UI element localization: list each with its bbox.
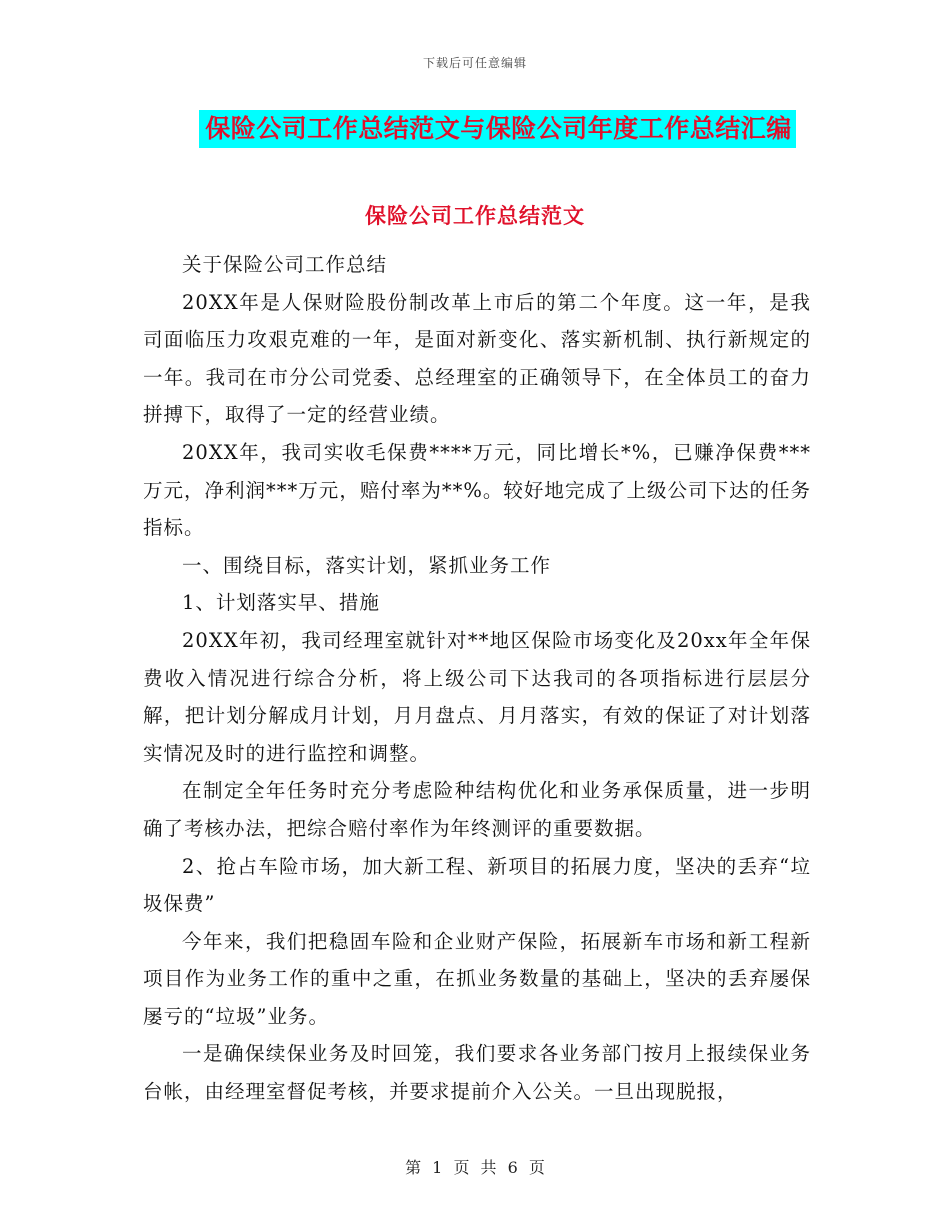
paragraph: 20XX年初，我司经理室就针对**地区保险市场变化及20xx年全年保费收入情况进行综合分析，将上级公司下达我司的各项指标进行层层分解，把计划分解成月计划，月月盘点、月月落实，有效的保证了对计划落实情况及时的进行监控和调整。 [143, 628, 811, 765]
paragraph: 一、围绕目标，落实计划，紧抓业务工作 [182, 553, 552, 577]
paragraph: 20XX年，我司实收毛保费****万元，同比增长*%，已赚净保费***万元，净利润***万元，赔付率为**%。较好地完成了上级公司下达的任务指标。 [143, 440, 811, 540]
paragraph: 在制定全年任务时充分考虑险种结构优化和业务承保质量，进一步明确了考核办法，把综合赔付率作为年终测评的重要数据。 [143, 779, 811, 840]
paragraph: 今年来，我们把稳固车险和企业财产保险，拓展新车市场和新工程新项目作为业务工作的重中之重，在抓业务数量的基础上，坚决的丢弃屡保屡亏的“垃圾”业务。 [143, 929, 811, 1028]
paragraph: 20XX年是人保财险股份制改革上市后的第二个年度。这一年，是我司面临压力攻艰克难的一年，是面对新变化、落实新机制、执行新规定的一年。我司在市分公司党委、总经理室的正确领导下，在全体员工的奋力拼搏下，取得了一定的经营业绩。 [143, 290, 811, 427]
paragraph: 关于保险公司工作总结 [182, 253, 388, 276]
paragraph: 一是确保续保业务及时回笼，我们要求各业务部门按月上报续保业务台帐，由经理室督促考核，并要求提前介入公关。一旦出现脱报， [143, 1042, 811, 1104]
document-title: 保险公司工作总结范文与保险公司年度工作总结汇编 [199, 110, 796, 148]
document-title-container [0, 110, 950, 148]
document-body [143, 246, 811, 1111]
paragraph: 2、抢占车险市场，加大新工程、新项目的拓展力度，坚决的丢弃“垃圾保费” [143, 854, 811, 916]
section-title: 保险公司工作总结范文 [365, 203, 585, 228]
paragraph: 1、计划落实早、措施 [182, 591, 380, 615]
page-footer: 第 1 页 共 6 页 [405, 1158, 545, 1177]
page-header: 下载后可任意编辑 [422, 56, 527, 70]
